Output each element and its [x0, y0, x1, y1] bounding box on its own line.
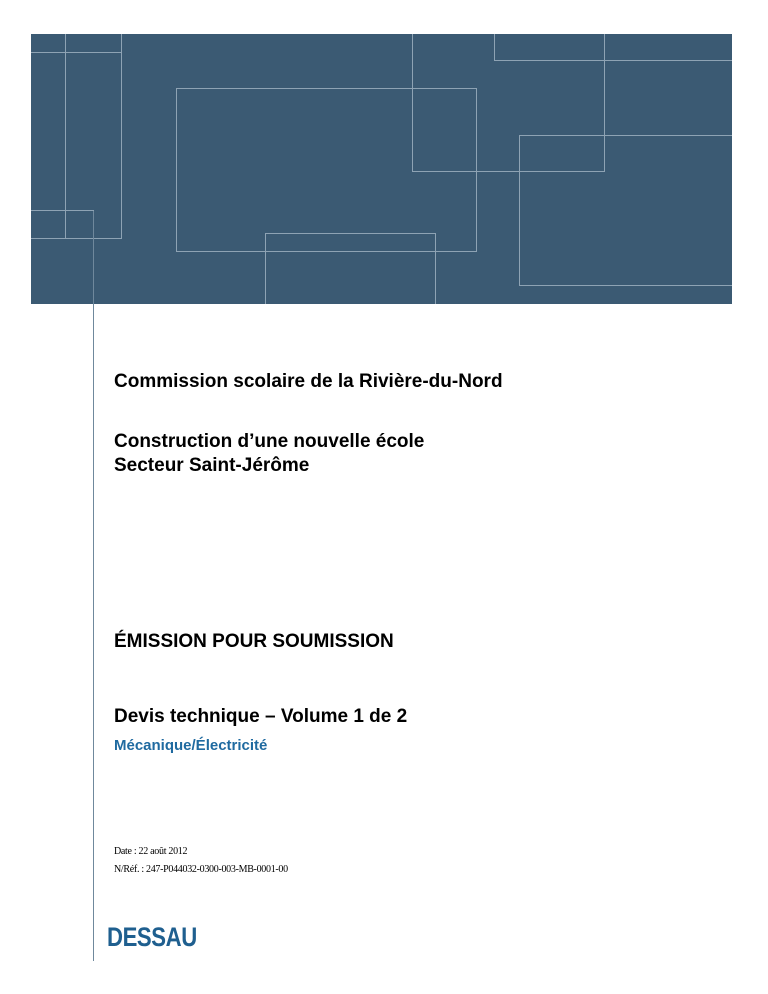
- client-name: Commission scolaire de la Rivière-du-Nord: [114, 371, 503, 392]
- company-logo: DESSAU: [107, 922, 197, 952]
- banner-decor-frame: [265, 233, 436, 304]
- banner-decor-frame: [519, 135, 732, 286]
- project-title-line-2: Secteur Saint-Jérôme: [114, 455, 310, 476]
- project-title: [114, 430, 424, 478]
- banner-decor-frame: [494, 34, 732, 61]
- document-reference: N/Réf. : 247-P044032-0300-003-MB-0001-00: [114, 864, 288, 875]
- volume-title: Devis technique – Volume 1 de 2: [114, 706, 408, 727]
- discipline-subtitle: Mécanique/Électricité: [114, 737, 268, 754]
- banner-decor-frame: [31, 210, 94, 304]
- cover-banner: [31, 34, 732, 304]
- project-title-line-1: Construction d’une nouvelle école: [114, 431, 425, 452]
- issue-status: ÉMISSION POUR SOUMISSION: [114, 631, 394, 652]
- document-date: Date : 22 août 2012: [114, 846, 188, 857]
- margin-rule: [93, 211, 94, 961]
